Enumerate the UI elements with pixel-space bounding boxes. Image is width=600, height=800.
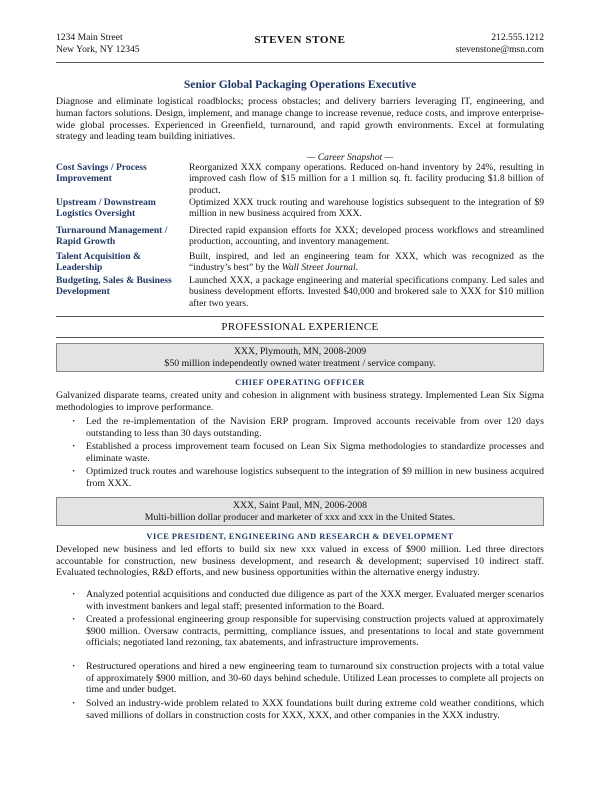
job-summary: Developed new business and led efforts to build six new xxx valued in excess of $900 million. Led three directors accountable for construction, new business development, and research & development; supervised 10 indirect staff. Evaluated technologies, R&D efforts, and new business opportunities within the alternative energy industry. xyxy=(56,544,544,578)
snapshot-text: Launched XXX, a package engineering and material specifications company. Led sales and business development efforts. Invested $40,000 and brokered sale to XXX for $10 million after two years. xyxy=(189,275,544,309)
career-snapshot-title: — Career Snapshot — xyxy=(306,152,394,163)
snapshot-label: Turnaround Management / Rapid Growth xyxy=(56,225,168,248)
snapshot-label: Talent Acquisition & Leadership xyxy=(56,251,141,274)
resume-headline: Senior Global Packaging Operations Executive xyxy=(183,78,417,91)
job-bullet: · Restructured operations and hired a new engineering team to turnaround six construction projects with a total value of approximately $900 million, and 30-60 days behind schedule. Utilized Lean processes to complete all projects on time and under budget. xyxy=(72,661,544,696)
job-bullet: · Created a professional engineering group responsible for supervising construction projects valued at approximately $900 million. Oversaw contracts, permitting, compliance issues, and presentations to local and state government officials; negotiated land rezoning, tax abatements, and infrastructure improvements. xyxy=(72,614,544,649)
section-title: PROFESSIONAL EXPERIENCE xyxy=(221,321,379,333)
section-divider-bottom xyxy=(56,337,544,338)
job-role-title: VICE PRESIDENT, ENGINEERING AND RESEARCH & DEVELOPMENT xyxy=(146,532,454,541)
job-bullet: · Solved an industry-wide problem related to XXX foundations built during extreme cold weather conditions, which saved millions of dollars in construction costs for XXX, XXX, and other companies in the XXX industry. xyxy=(72,698,544,721)
job-bullet: · Optimized truck routes and warehouse logistics subsequent to the integration of $9 million in new business acquired from XXX. xyxy=(72,466,544,489)
job-company-description: $50 million independently owned water treatment / service company. xyxy=(164,357,436,369)
snapshot-text: Optimized XXX truck routing and warehouse logistics subsequent to the integration of $9 million in new business acquired from XXX. xyxy=(189,197,544,220)
job-bullet: · Established a process improvement team focused on Lean Six Sigma methodologies to standardize processes and eliminate waste. xyxy=(72,441,544,464)
snapshot-label: Budgeting, Sales & Business Development xyxy=(56,275,172,298)
job-company-line: XXX, Plymouth, MN, 2008-2009 xyxy=(233,346,367,357)
job-header-band xyxy=(56,343,544,372)
job-bullet: · Analyzed potential acquisitions and conducted due diligence as part of the XXX merger. Evaluated merger scenarios with investment bankers and legal staff; presented information to the Board. xyxy=(72,589,544,612)
snapshot-text: Built, inspired, and led an engineering team for XXX, which was recognized as the “industry’s best” by the Wall Street Journal. xyxy=(189,251,544,274)
job-header-band xyxy=(56,497,544,526)
job-role-title: CHIEF OPERATING OFFICER xyxy=(235,378,365,387)
address-line-2: New York, NY 12345 xyxy=(56,44,140,55)
snapshot-text: Directed rapid expansion efforts for XXX; developed process workflows and streamlined production, accounting, and inventory management. xyxy=(189,225,544,248)
job-bullet: · Led the re-implementation of the Navision ERP program. Improved accounts receivable from over 120 days outstanding to less than 30 days outstanding. xyxy=(72,416,544,439)
contact-details xyxy=(455,32,544,56)
job-company-line: XXX, Saint Paul, MN, 2006-2008 xyxy=(232,500,368,511)
candidate-name: STEVEN STONE xyxy=(254,34,346,46)
job-summary: Galvanized disparate teams, created unity and cohesion in alignment with business strategy. Implemented Lean Six Sigma methodologies to improve performance. xyxy=(56,390,544,413)
snapshot-label: Upstream / Downstream Logistics Oversight xyxy=(56,197,156,220)
address-line-1: 1234 Main Street xyxy=(56,32,123,43)
email-address[interactable]: stevenstone@msn.com xyxy=(455,44,544,55)
phone-number: 212.555.1212 xyxy=(491,32,544,43)
publication-name: Wall Street Journal xyxy=(281,262,356,274)
snapshot-label: Cost Savings / Process Improvement xyxy=(56,162,147,185)
profile-summary: Diagnose and eliminate logistical roadblocks; process obstacles; and delivery barriers leveraging IT, engineering, and human factors solutions. Design, implement, and manage change to increase revenue, reduce costs, and improve enterprise-wide global processes. Experienced in Greenfield, turnaround, and rapid growth environments. Excel at formulating strategy and leading team building initiatives. xyxy=(56,96,544,143)
header-divider xyxy=(56,62,544,63)
section-divider-top xyxy=(56,316,544,317)
snapshot-text: Reorganized XXX company operations. Reduced on-hand inventory by 24%, resulting in improved cash flow of $15 million for a 1 million sq. ft. facility producing $1.8 billion of product. xyxy=(189,162,544,196)
job-company-description: Multi-billion dollar producer and marketer of xxx and xxx in the United States. xyxy=(144,511,456,523)
